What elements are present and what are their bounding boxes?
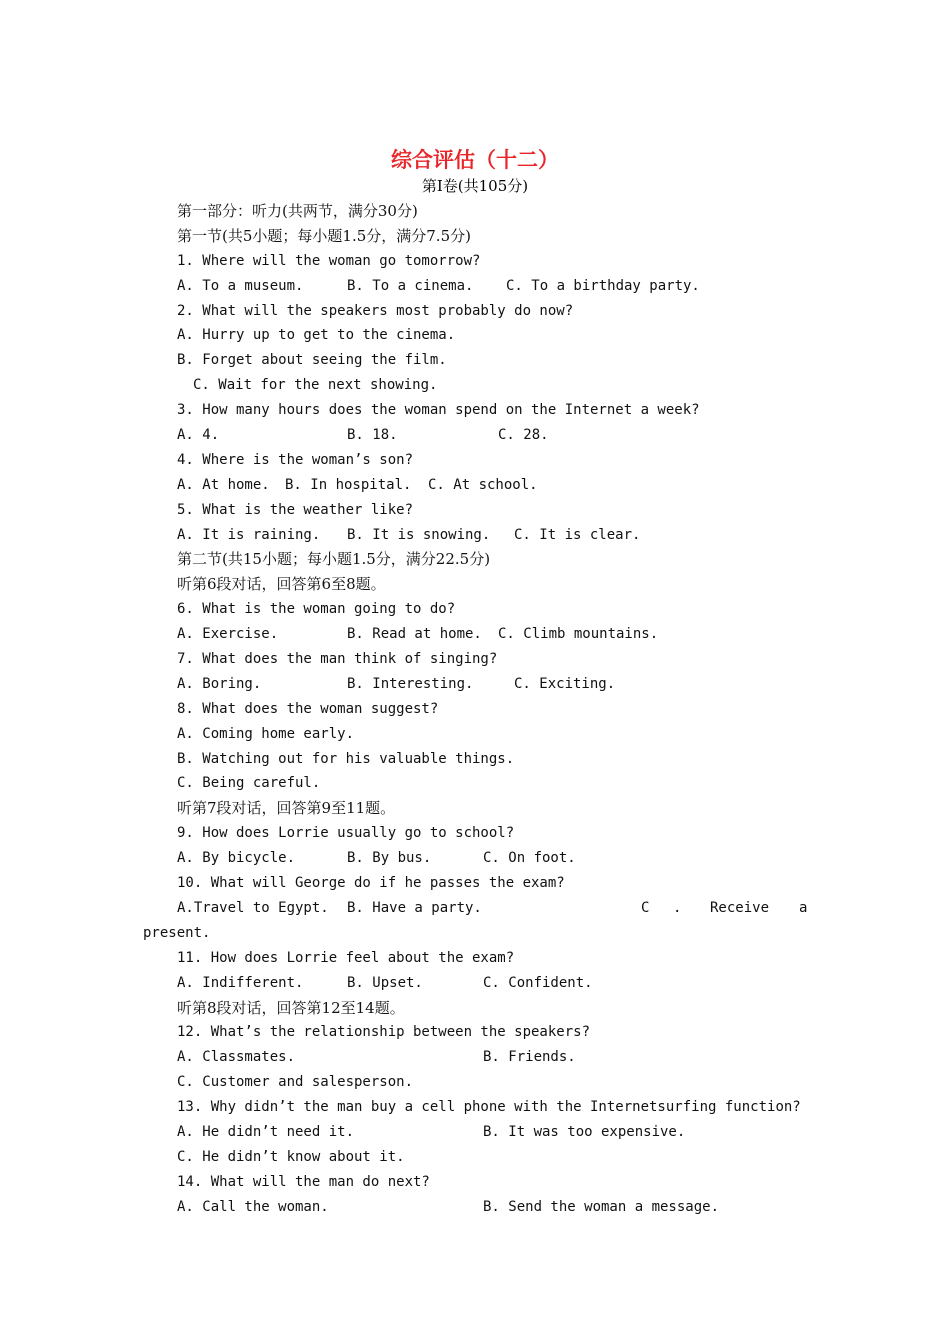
option-a: A. It is raining. — [177, 526, 321, 543]
option-c: C. Exciting. — [514, 675, 616, 692]
option-c: C. He didn’t know about it. — [177, 1148, 405, 1165]
question-7: 7. What does the man think of singing? — [177, 651, 498, 668]
option-c: C. 28. — [498, 427, 549, 444]
option-a: A. To a museum. — [177, 277, 304, 294]
option-b: B. 18. — [347, 427, 398, 444]
option-c-continued: present. — [143, 924, 211, 941]
question-3: 3. How many hours does the woman spend on the Internet a week? — [177, 402, 700, 419]
options-4 — [143, 473, 811, 498]
option-a: A. By bicycle. — [177, 850, 296, 867]
dialog-instruction: 听第8段对话，回答第12至14题。 — [177, 998, 405, 1017]
option-c-word: Receive — [710, 899, 770, 916]
options-7 — [143, 672, 811, 697]
option-c: C. Climb mountains. — [498, 626, 659, 643]
option-c: C. To a birthday party. — [506, 277, 700, 294]
option-b: B. By bus. — [347, 850, 432, 867]
question-8: 8. What does the woman suggest? — [177, 700, 439, 717]
option-b: B. It is snowing. — [347, 526, 491, 543]
section-heading: 第一节(共5小题；每小题1.5分，满分7.5分) — [177, 226, 471, 245]
options-11 — [143, 971, 811, 996]
option-a: A. Classmates. — [177, 1049, 296, 1066]
part-heading: 第一部分：听力(共两节，满分30分) — [177, 202, 418, 220]
question-5: 5. What is the weather like? — [177, 501, 414, 518]
question-11: 11. How does Lorrie feel about the exam? — [177, 949, 515, 966]
option-b: B. Have a party. — [347, 899, 482, 916]
options-1 — [143, 274, 811, 299]
option-b: B. Upset. — [347, 974, 423, 991]
option-c: C. Confident. — [483, 974, 593, 991]
dialog-instruction: 听第6段对话，回答第6至8题。 — [177, 575, 386, 594]
option-c-dot: . — [673, 899, 682, 916]
option-b: B. Watching out for his valuable things. — [177, 750, 515, 767]
options-9 — [143, 846, 811, 871]
option-b: B. Friends. — [483, 1049, 576, 1066]
option-c: C. It is clear. — [514, 526, 641, 543]
question-12: 12. What’s the relationship between the speakers? — [177, 1024, 591, 1041]
options-5 — [143, 523, 811, 548]
question-list — [143, 199, 811, 1220]
option-b: B. Read at home. — [347, 626, 482, 643]
options-14 — [143, 1195, 811, 1220]
options-10 — [143, 896, 811, 921]
option-c: C. Being careful. — [177, 775, 321, 792]
option-a: A. Hurry up to get to the cinema. — [177, 327, 456, 344]
options-6 — [143, 622, 811, 647]
option-b: B. Forget about seeing the film. — [177, 352, 447, 369]
option-c: C. At school. — [428, 476, 538, 493]
dialog-instruction: 听第7段对话，回答第9至11题。 — [177, 799, 396, 818]
option-a: A. Exercise. — [177, 626, 279, 643]
question-14: 14. What will the man do next? — [177, 1173, 430, 1190]
question-13: 13. Why didn’t the man buy a cell phone with the Internetsurfing function? — [177, 1099, 801, 1116]
option-b: B. It was too expensive. — [483, 1123, 686, 1140]
option-a: A. At home. — [177, 476, 270, 493]
question-2: 2. What will the speakers most probably do now? — [177, 302, 574, 319]
page-title: 综合评估（十二） — [391, 147, 559, 172]
option-b: B. Interesting. — [347, 675, 474, 692]
option-a: A. Boring. — [177, 675, 262, 692]
option-b: B. To a cinema. — [347, 277, 474, 294]
option-a: A.Travel to Egypt. — [177, 899, 329, 916]
option-c-letter: C — [641, 899, 650, 916]
option-a: A. 4. — [177, 427, 220, 444]
section-heading: 第二节(共15小题；每小题1.5分，满分22.5分) — [177, 550, 491, 569]
option-b: B. Send the woman a message. — [483, 1198, 720, 1215]
option-a: A. Indifferent. — [177, 974, 304, 991]
option-b: B. In hospital. — [285, 476, 412, 493]
option-c: C. Wait for the next showing. — [193, 377, 438, 394]
question-10: 10. What will George do if he passes the exam? — [177, 875, 565, 892]
option-a: A. He didn’t need it. — [177, 1123, 355, 1140]
option-a: A. Coming home early. — [177, 725, 355, 742]
option-c-word: a — [799, 899, 808, 916]
option-a: A. Call the woman. — [177, 1198, 329, 1215]
question-4: 4. Where is the woman’s son? — [177, 451, 414, 468]
options-3 — [143, 423, 811, 448]
option-c: C. On foot. — [483, 850, 576, 867]
question-9: 9. How does Lorrie usually go to school? — [177, 825, 515, 842]
option-c: C. Customer and salesperson. — [177, 1074, 414, 1091]
page-subtitle: 第Ⅰ卷(共105分) — [421, 177, 529, 195]
options-13 — [143, 1120, 811, 1145]
question-1: 1. Where will the woman go tomorrow? — [177, 252, 481, 269]
question-6: 6. What is the woman going to do? — [177, 601, 456, 618]
options-12 — [143, 1045, 811, 1070]
